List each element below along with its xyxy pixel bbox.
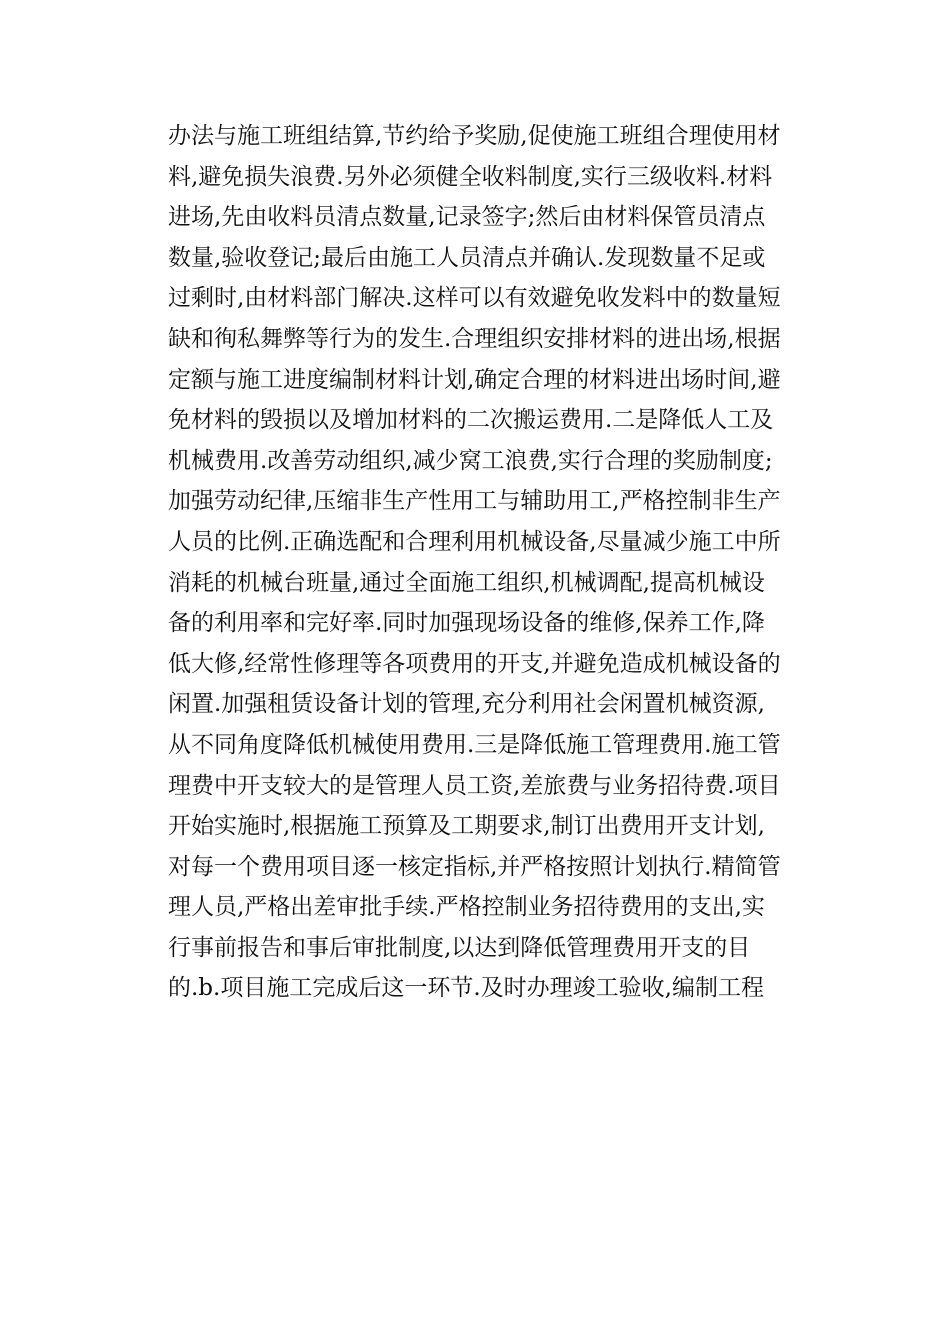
text-line: 加强劳动纪律,压缩非生产性用工与辅助用工,严格控制非生产 <box>168 488 781 515</box>
text-line: 低大修,经常性修理等各项费用的开支,并避免造成机械设备的 <box>168 650 781 677</box>
text-line: 数量,验收登记;最后由施工人员清点并确认.发现数量不足或 <box>168 244 766 271</box>
text-line: 机械费用.改善劳动组织,减少窝工浪费,实行合理的奖励制度; <box>168 447 773 474</box>
text-line: 进场,先由收料员清点数量,记录签字;然后由材料保管员清点 <box>168 204 766 231</box>
text-line: 料,避免损失浪费.另外必须健全收料制度,实行三级收料.材料 <box>168 163 773 190</box>
text-line: 消耗的机械台班量,通过全面施工组织,机械调配,提高机械设 <box>168 569 765 596</box>
text-line: 免材料的毁损以及增加材料的二次搬运费用.二是降低人工及 <box>168 407 774 434</box>
text-line: 过剩时,由材料部门解决.这样可以有效避免收发料中的数量短 <box>168 285 781 312</box>
text-line: 定额与施工进度编制材料计划,确定合理的材料进出场时间,避 <box>168 366 781 393</box>
text-line: 行事前报告和事后审批制度,以达到降低管理费用开支的目 <box>168 934 751 961</box>
text-line: 从不同角度降低机械使用费用.三是降低施工管理费用.施工管 <box>168 731 781 758</box>
text-line: 缺和徇私舞弊等行为的发生.合理组织安排材料的进出场,根据 <box>168 325 781 352</box>
text-line: 办法与施工班组结算,节约给予奖励,促使施工班组合理使用材 <box>168 123 781 149</box>
text-line: 理人员,严格出差审批手续.严格控制业务招待费用的支出,实 <box>168 894 765 921</box>
text-line: 人员的比例.正确选配和合理利用机械设备,尽量减少施工中所 <box>168 528 781 555</box>
body-text <box>168 116 788 1009</box>
text-line: 的.b.项目施工完成后这一环节.及时办理竣工验收,编制工程 <box>168 975 764 1002</box>
text-line: 开始实施时,根据施工预算及工期要求,制订出费用开支计划, <box>168 813 765 840</box>
text-line: 对每一个费用项目逐一核定指标,并严格按照计划执行.精简管 <box>168 853 781 880</box>
text-line: 备的利用率和完好率.同时加强现场设备的维修,保养工作,降 <box>168 610 765 637</box>
text-line: 理费中开支较大的是管理人员工资,差旅费与业务招待费.项目 <box>168 772 781 799</box>
text-line: 闲置.加强租赁设备计划的管理,充分利用社会闲置机械资源, <box>168 691 765 718</box>
